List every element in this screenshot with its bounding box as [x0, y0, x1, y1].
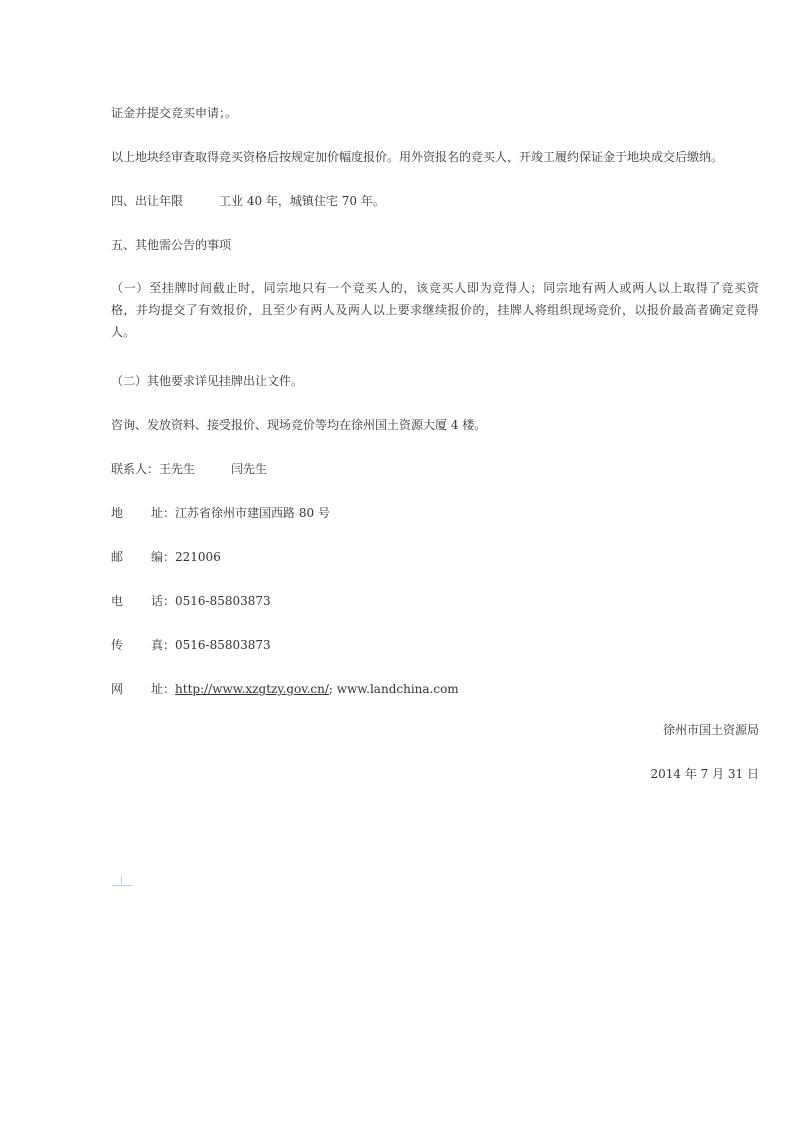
- zip-value: 编：221006: [151, 550, 221, 564]
- fax-label: 传: [111, 638, 124, 652]
- address-value: 址：江苏省徐州市建国西路 80 号: [151, 506, 330, 520]
- signature: 徐州市国土资源局: [662, 723, 759, 737]
- section-heading: 五、其他需公告的事项: [111, 238, 232, 252]
- zip-label: 邮: [111, 550, 124, 564]
- phone-value: 话：0516-85803873: [151, 594, 271, 608]
- text-line: （二）其他要求详见挂牌出让文件。: [111, 374, 304, 388]
- text-line: 证金并提交竞买申请；。: [111, 106, 238, 120]
- website-link[interactable]: http://www.xzgtzy.gov.cn/: [175, 682, 329, 696]
- date: 2014 年 7 月 31 日: [650, 767, 759, 781]
- link-fragment[interactable]: [112, 876, 132, 886]
- contact-line: [111, 462, 267, 476]
- web-rest: ; www.landchina.com: [328, 682, 459, 696]
- address-label: 地: [111, 506, 124, 520]
- term-value: 工业 40 年，城镇住宅 70 年。: [219, 194, 385, 208]
- fax-value: 真：0516-85803873: [151, 638, 271, 652]
- contact-label: 联系人：王先生: [111, 462, 196, 476]
- fax-line: [111, 638, 271, 652]
- paragraph: （一）至挂牌时间截止时，同宗地只有一个竞买人的，该竞买人即为竞得人；同宗地有两人或两人以上取得了竞买资格，并均提交了有效报价，且至少有两人及两人以上要求继续报价的，挂牌人将组织现场竞价，以报价最高者确定竞得人。: [111, 281, 759, 339]
- contact-second: 闫先生: [231, 462, 268, 476]
- link-fragment-mark: [121, 876, 122, 884]
- text-line: 咨询、发放资料、接受报价、现场竞价等均在徐州国土资源大厦 4 楼。: [111, 418, 487, 432]
- web-label: 网: [111, 682, 124, 696]
- web-line: [111, 682, 459, 696]
- term-line: [111, 194, 385, 208]
- term-label: 四、出让年限: [111, 194, 184, 208]
- web-label-tail: 址：: [151, 682, 176, 696]
- phone-line: [111, 594, 271, 608]
- text-line: 以上地块经审查取得竞买资格后按规定加价幅度报价。用外资报名的竞买人，开竣工履约保证金于地块成交后缴纳。: [111, 150, 724, 164]
- zip-line: [111, 550, 221, 564]
- phone-label: 电: [111, 594, 124, 608]
- address-line: [111, 506, 330, 520]
